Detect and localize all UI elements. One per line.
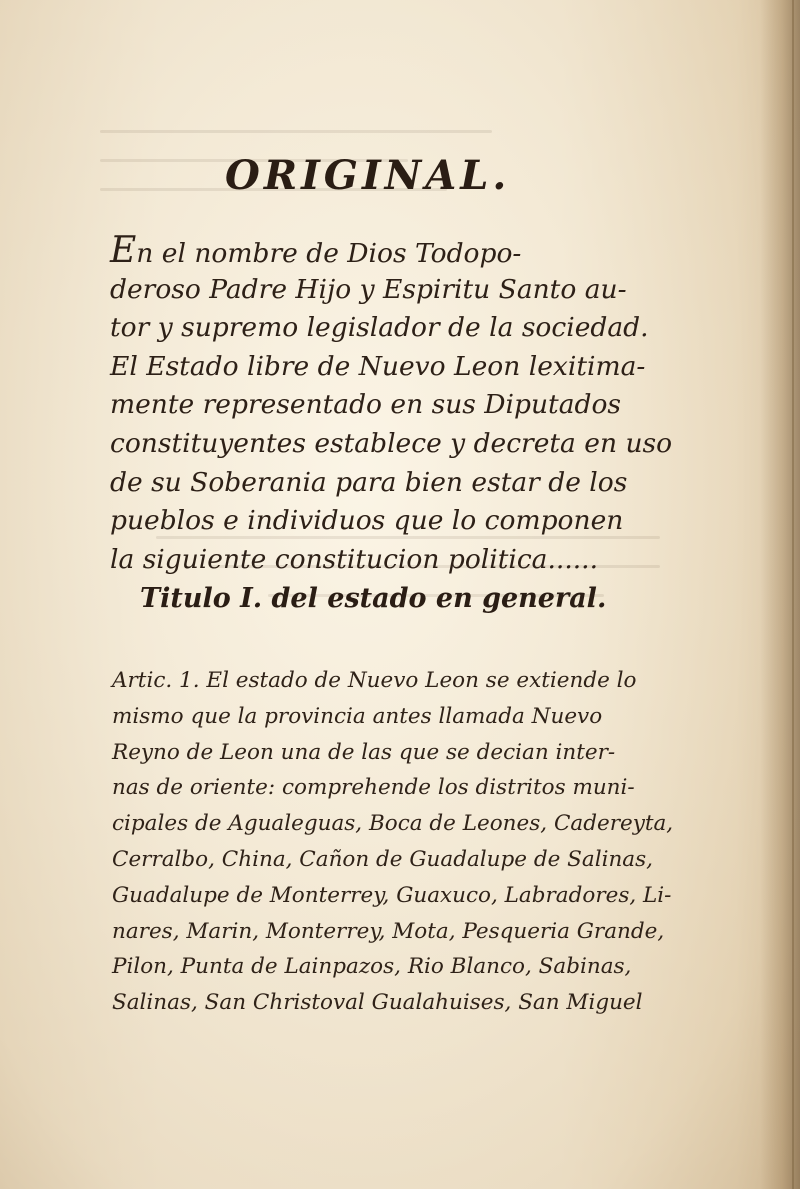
- preamble-line: En el nombre de Dios Todopo-: [110, 230, 522, 271]
- page-edge-line: [792, 0, 794, 1189]
- article-line: nares, Marin, Monterrey, Mota, Pesqueria Grande,: [112, 918, 665, 944]
- article-line: cipales de Agualeguas, Boca de Leones, Cadereyta,: [112, 811, 674, 837]
- preamble-line: tor y supremo legislador de la sociedad.: [110, 312, 649, 344]
- article-line: Artic. 1. El estado de Nuevo Leon se extiende lo: [112, 668, 637, 693]
- article-line: Guadalupe de Monterrey, Guaxuco, Labradores, Li-: [112, 882, 672, 908]
- preamble-line: mente representado en sus Diputados: [110, 389, 622, 421]
- article-line: nas de oriente: comprehende los distritos muni-: [112, 775, 635, 801]
- preamble-line: deroso Padre Hijo y Espiritu Santo au-: [110, 273, 627, 305]
- article-1: [112, 663, 672, 1021]
- preamble-line: El Estado libre de Nuevo Leon lexitima-: [110, 350, 646, 382]
- article-line: Reyno de Leon una de las que se decian inter-: [112, 739, 616, 765]
- article-line: Salinas, San Christoval Gualahuises, San Miguel: [112, 990, 643, 1016]
- preamble-line: la siguiente constitucion politica......: [110, 543, 599, 575]
- preamble-line: de su Soberania para bien estar de los: [110, 466, 628, 498]
- preamble: [110, 230, 673, 579]
- article-line: Cerralbo, China, Cañon de Guadalupe de Salinas,: [112, 846, 653, 872]
- page-edge-shadow: [760, 0, 800, 1189]
- document-heading: ORIGINAL.: [225, 152, 511, 199]
- article-line: mismo que la provincia antes llamada Nuevo: [112, 703, 603, 729]
- article-line: Pilon, Punta de Lainpazos, Rio Blanco, Sabinas,: [112, 954, 632, 980]
- preamble-line: constituyentes establece y decreta en uso: [110, 427, 673, 459]
- section-title: Titulo I. del estado en general.: [140, 583, 607, 614]
- preamble-line: pueblos e individuos que lo componen: [110, 505, 624, 537]
